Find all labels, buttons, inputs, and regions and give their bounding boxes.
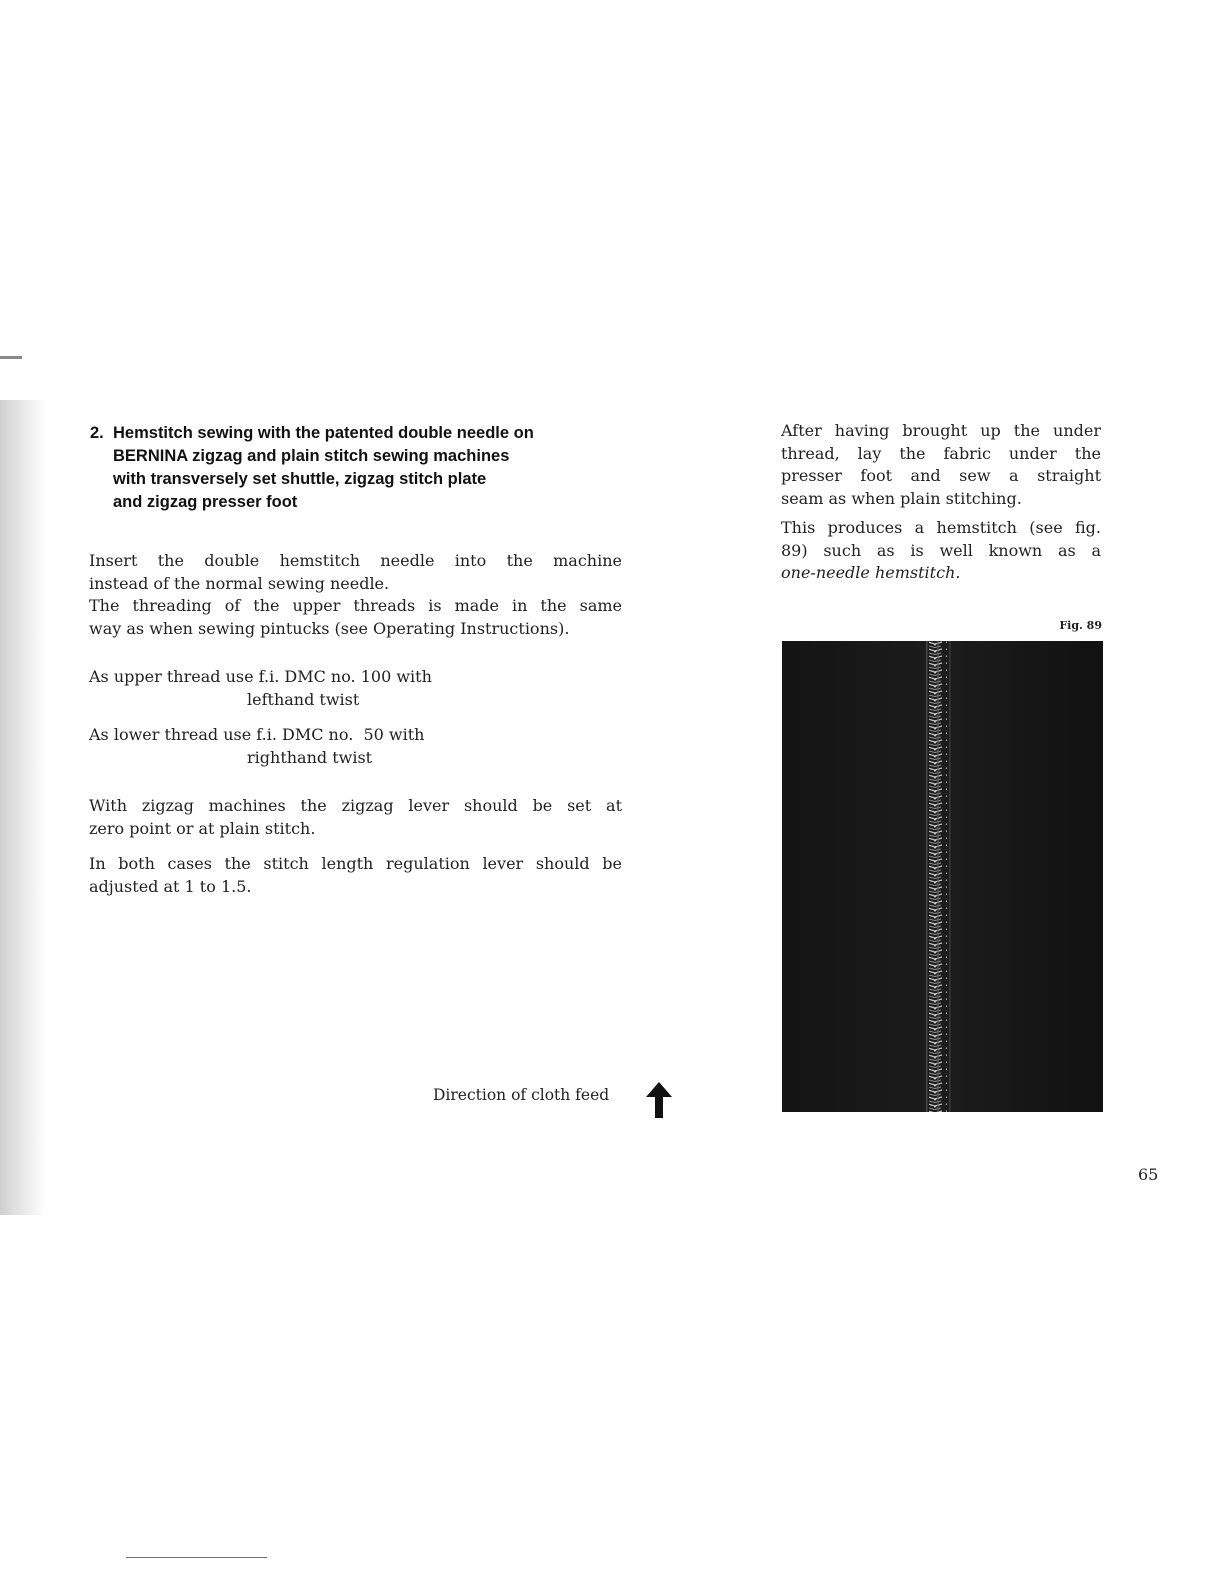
arrow-up-icon <box>646 1082 672 1118</box>
upper-thread-spec <box>89 666 432 711</box>
text-line: After having brought up the under <box>781 421 1101 440</box>
hemstitch-photo <box>782 641 1103 1112</box>
bottom-rule <box>126 1557 267 1558</box>
heading-line: Hemstitch sewing with the patented double needle on <box>113 424 534 442</box>
text-line: presser foot and sew a straight <box>781 466 1101 485</box>
text-line: Insert the double hemstitch needle into the machine <box>89 551 622 570</box>
text-line: As lower thread use f.i. DMC no. 50 with <box>89 725 425 744</box>
text-line: instead of the normal sewing needle. <box>89 573 390 593</box>
zigzag-lever-paragraph <box>89 795 622 840</box>
figure-label: Fig. 89 <box>1059 619 1102 632</box>
text-line: thread, lay the fabric under the <box>781 443 1101 463</box>
page-edge-shadow <box>0 400 46 1215</box>
stitch-length-paragraph <box>89 853 622 898</box>
edge-mark <box>0 356 22 359</box>
text-line: lefthand twist <box>247 689 360 709</box>
text-line: As upper thread use f.i. DMC no. 100 with <box>89 667 432 686</box>
section-heading <box>90 422 630 514</box>
italic-term: one-needle hemstitch. <box>781 563 961 582</box>
text-line: way as when sewing pintucks (see Operating Instructions). <box>89 618 570 638</box>
heading-number: 2. <box>90 424 104 442</box>
text-line: This produces a hemstitch (see fig. <box>781 518 1101 537</box>
text-line: In both cases the stitch length regulation lever should be <box>89 854 622 873</box>
text-line: With zigzag machines the zigzag lever should be set at <box>89 796 622 815</box>
direction-label: Direction of cloth feed <box>433 1086 610 1104</box>
text-line: adjusted at 1 to 1.5. <box>89 876 252 896</box>
lower-thread-spec <box>89 724 424 769</box>
hemstitch-result-paragraph <box>781 517 1101 585</box>
text-line: zero point or at plain stitch. <box>89 818 316 838</box>
text-line: righthand twist <box>247 747 373 767</box>
text-line: The threading of the upper threads is made in the same <box>89 596 622 615</box>
text-line: seam as when plain stitching. <box>781 488 1022 508</box>
after-thread-paragraph <box>781 420 1101 510</box>
text-line: 89) such as is well known as a <box>781 540 1101 560</box>
heading-line: and zigzag presser foot <box>113 493 298 511</box>
heading-line: with transversely set shuttle, zigzag stitch plate <box>113 470 487 488</box>
heading-line: BERNINA zigzag and plain stitch sewing machines <box>113 447 510 465</box>
insert-needle-paragraph <box>89 550 622 640</box>
page-number: 65 <box>1138 1165 1159 1184</box>
